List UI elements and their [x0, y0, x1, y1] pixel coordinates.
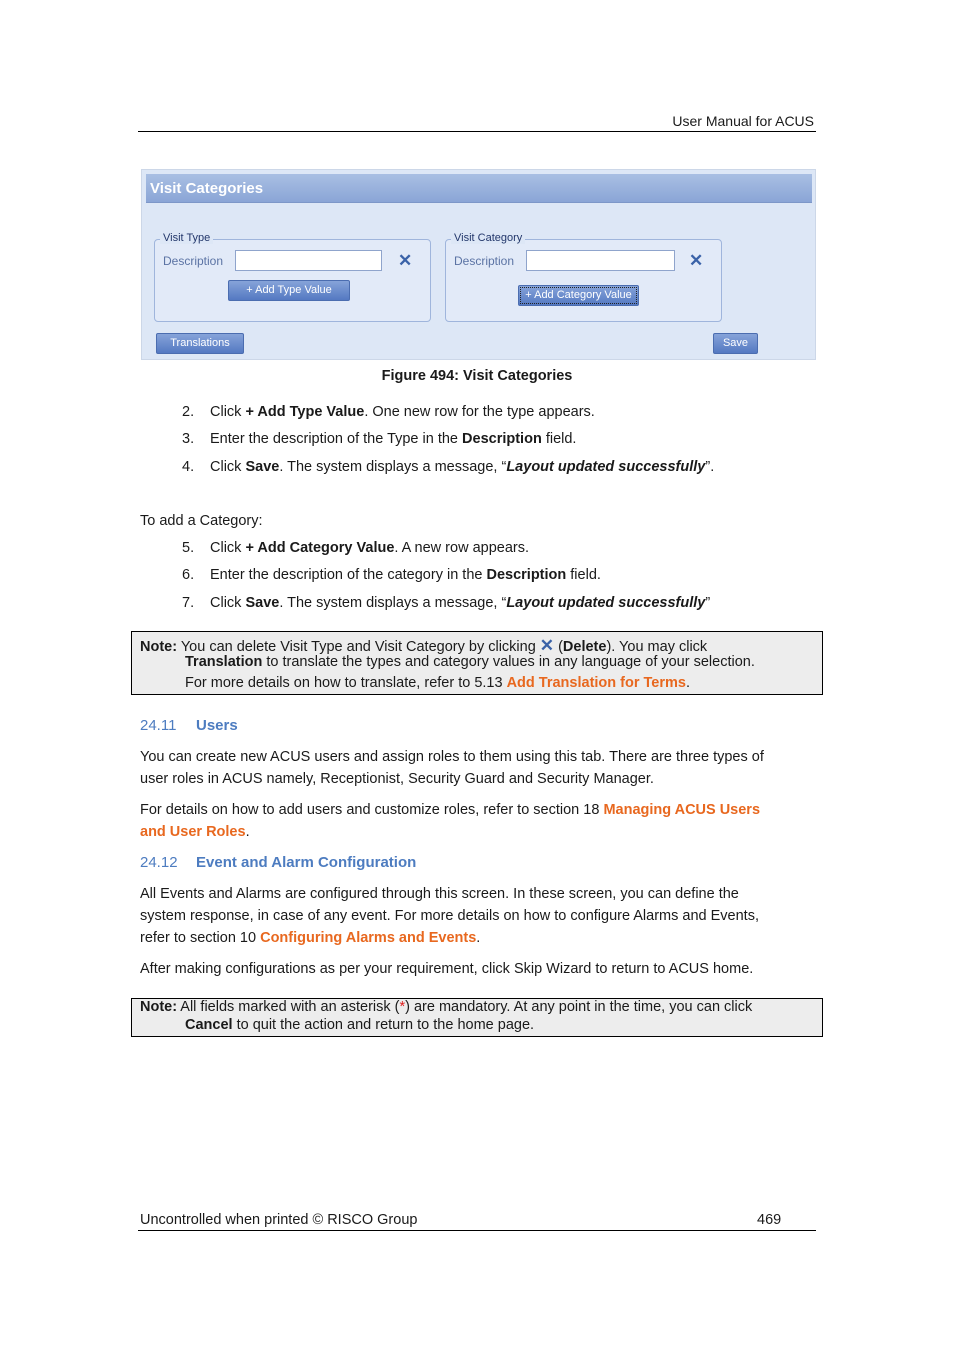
- link-user-roles[interactable]: and User Roles: [140, 824, 246, 840]
- footer-rule: [138, 1230, 816, 1231]
- add-category-value-button[interactable]: + Add Category Value: [518, 285, 639, 306]
- add-type-value-button[interactable]: + Add Type Value: [228, 280, 350, 301]
- skip-wizard-paragraph: After making configurations as per your requirement, click Skip Wizard to return to ACUS home.: [140, 961, 754, 977]
- figure-caption: Figure 494: Visit Categories: [381, 368, 573, 384]
- step-item: 7. Click Save. The system displays a message, “Layout updated successfully”: [182, 595, 711, 611]
- link-managing-users[interactable]: Managing ACUS Users: [603, 802, 761, 818]
- add-category-intro: To add a Category:: [140, 513, 263, 529]
- type-description-label: Description: [163, 254, 224, 268]
- section-heading-events: 24.12 Event and Alarm Configuration: [140, 854, 417, 871]
- save-button[interactable]: Save: [713, 333, 758, 354]
- translations-button[interactable]: Translations: [156, 333, 244, 354]
- close-x-icon: ✕: [539, 636, 555, 655]
- visit-categories-screenshot: [141, 169, 816, 360]
- note-box: Note: You can delete Visit Type and Visit Category by clicking ✕ (Delete). You may click Translation to translate the types and category values in any language of your selection. For more details on how to translate, refer to 5.13 Add Translation for Terms.: [131, 631, 823, 695]
- step-item: 4. Click Save. The system displays a message, “Layout updated successfully”.: [182, 459, 715, 475]
- category-description-label: Description: [454, 254, 515, 268]
- close-x-icon[interactable]: ✕: [689, 251, 704, 270]
- section-heading-users: 24.11 Users: [140, 717, 238, 734]
- events-paragraph: All Events and Alarms are configured through this screen. In these screen, you can define the system response, in case of any event. For more details on how to configure Alarms and Events, refer to section 10 Configuring Alarms and Events.: [140, 886, 759, 946]
- users-details-paragraph: For details on how to add users and customize roles, refer to section 18 Managing ACUS Users and User Roles.: [140, 802, 761, 840]
- header-rule: [138, 131, 816, 132]
- window-title: Visit Categories: [150, 180, 264, 197]
- users-paragraph: You can create new ACUS users and assign roles to them using this tab. There are three types of user roles in ACUS namely, Receptionist, Security Guard and Security Manager.: [140, 749, 764, 787]
- window-titlebar: [146, 174, 812, 203]
- step-item: 5. Click + Add Category Value. A new row appears.: [182, 540, 529, 556]
- step-item: 2. Click + Add Type Value. One new row for the type appears.: [182, 404, 595, 420]
- category-description-input[interactable]: [526, 250, 675, 271]
- step-item: 3. Enter the description of the Type in the Description field.: [182, 431, 577, 447]
- link-add-translation[interactable]: Add Translation for Terms: [506, 675, 686, 691]
- link-configuring-alarms[interactable]: Configuring Alarms and Events: [260, 930, 477, 946]
- note-box: Note: All fields marked with an asterisk (*) are mandatory. At any point in the time, you can click Cancel to quit the action and return to the home page.: [131, 998, 823, 1037]
- step-item: 6. Enter the description of the category in the Description field.: [182, 567, 601, 583]
- type-description-input[interactable]: [235, 250, 382, 271]
- running-header: User Manual for ACUS: [672, 113, 814, 129]
- footer-copyright: Uncontrolled when printed © RISCO Group: [140, 1212, 418, 1228]
- page-number: 469: [757, 1212, 782, 1228]
- visit-type-legend: Visit Type: [160, 232, 213, 244]
- visit-category-legend: Visit Category: [451, 232, 525, 244]
- close-x-icon[interactable]: ✕: [398, 251, 413, 270]
